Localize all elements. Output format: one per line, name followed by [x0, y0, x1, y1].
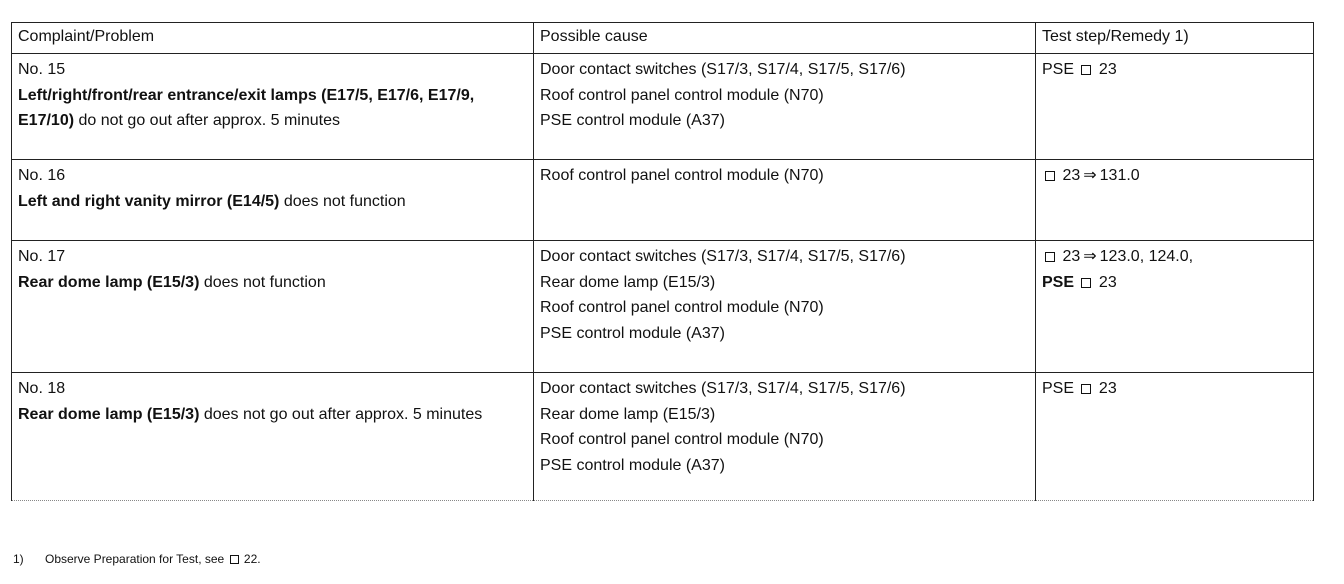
symptom-text: does not go out after approx. 5 minutes — [199, 405, 483, 423]
reference-box-icon — [1081, 65, 1091, 75]
arrow-icon: ⇒ — [1083, 167, 1097, 184]
reference-box-icon — [1081, 278, 1091, 288]
cause-item: Roof control panel control module (N70) — [540, 167, 824, 184]
symptom-text: do not go out after approx. 5 minutes — [74, 112, 340, 129]
remedy-line — [1042, 244, 1307, 270]
component-name: Left/right/front/rear entrance/exit lamps (E17/5, E17/6, E17/9, E17/10) — [18, 86, 475, 129]
complaint-description — [18, 193, 406, 210]
remedy-line — [1042, 163, 1307, 189]
cause-cell — [534, 54, 1036, 160]
cause-item: PSE control module (A37) — [540, 324, 725, 342]
symptom-text: does not function — [279, 192, 406, 210]
remedy-prefix: PSE — [1042, 273, 1075, 291]
table-row — [12, 160, 1314, 241]
complaint-number: No. 18 — [18, 380, 66, 397]
header-complaint: Complaint/Problem — [12, 23, 534, 54]
complaint-number: No. 15 — [18, 61, 66, 78]
complaint-description — [18, 274, 326, 291]
complaint-number: No. 16 — [18, 167, 66, 184]
remedy-line — [1042, 57, 1307, 83]
remedy-ref-link[interactable]: 23 — [1062, 248, 1081, 265]
header-row — [12, 23, 1314, 54]
cause-cell — [534, 160, 1036, 241]
complaint-description — [18, 406, 482, 423]
complaint-description — [18, 87, 474, 130]
remedy-ref-link[interactable]: 23 — [1098, 61, 1117, 78]
component-name: Rear dome lamp (E15/3) — [18, 405, 200, 423]
remedy-line — [1042, 376, 1307, 402]
diagnosis-table — [11, 22, 1314, 501]
header-remedy: Test step/Remedy 1) — [1036, 23, 1314, 54]
remedy-prefix: PSE — [1042, 61, 1075, 78]
component-name: Rear dome lamp (E15/3) — [18, 273, 200, 291]
reference-box-icon — [1081, 384, 1091, 394]
remedy-cell — [1036, 241, 1314, 373]
table-row — [12, 241, 1314, 373]
complaint-cell — [12, 160, 534, 241]
arrow-icon: ⇒ — [1083, 248, 1097, 265]
complaint-cell — [12, 54, 534, 160]
remedy-ref-link[interactable]: 23 — [1098, 380, 1117, 397]
table-row — [12, 54, 1314, 160]
remedy-ref-link[interactable]: 23 — [1098, 273, 1117, 291]
cause-item: Roof control panel control module (N70) — [540, 86, 824, 104]
remedy-cell — [1036, 160, 1314, 241]
footnote-mark: 1) — [13, 552, 24, 566]
remedy-cell — [1036, 54, 1314, 160]
cause-item: Roof control panel control module (N70) — [540, 299, 824, 316]
footnote-ref-link[interactable]: 22. — [243, 552, 261, 566]
remedy-cell — [1036, 373, 1314, 501]
footnote-text: Observe Preparation for Test, see — [45, 552, 225, 566]
cause-item: PSE control module (A37) — [540, 112, 725, 129]
reference-box-icon — [230, 555, 239, 564]
cause-item: Door contact switches (S17/3, S17/4, S17/5, S17/6) — [540, 248, 906, 265]
cause-item: Door contact switches (S17/3, S17/4, S17/5, S17/6) — [540, 61, 906, 78]
cause-item: Rear dome lamp (E15/3) — [540, 273, 716, 291]
remedy-prefix: PSE — [1042, 380, 1075, 397]
reference-box-icon — [1045, 171, 1055, 181]
header-cause: Possible cause — [534, 23, 1036, 54]
cause-item: Roof control panel control module (N70) — [540, 431, 824, 448]
cause-cell — [534, 373, 1036, 501]
remedy-line — [1042, 270, 1307, 296]
complaint-cell — [12, 373, 534, 501]
cause-item: Rear dome lamp (E15/3) — [540, 405, 716, 423]
reference-box-icon — [1045, 252, 1055, 262]
cause-cell — [534, 241, 1036, 373]
remedy-ref-link[interactable]: 23 — [1062, 167, 1081, 184]
remedy-target-link[interactable]: 131.0 — [1099, 167, 1140, 184]
footnote — [13, 552, 261, 566]
cause-item: Door contact switches (S17/3, S17/4, S17/5, S17/6) — [540, 380, 906, 397]
table-row — [12, 373, 1314, 501]
symptom-text: does not function — [199, 273, 326, 291]
component-name: Left and right vanity mirror (E14/5) — [18, 192, 280, 210]
cause-item: PSE control module (A37) — [540, 456, 725, 474]
complaint-number: No. 17 — [18, 248, 66, 265]
remedy-target-link[interactable]: 123.0, 124.0, — [1099, 248, 1194, 265]
complaint-cell — [12, 241, 534, 373]
